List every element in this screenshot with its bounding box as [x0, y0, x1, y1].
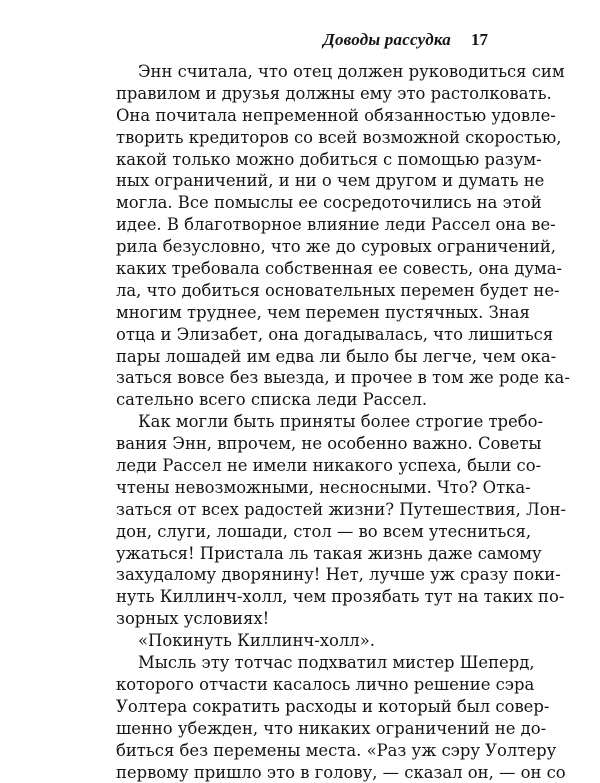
text-line: какой только можно добиться с помощью разум-	[116, 149, 489, 171]
text-line: которого отчасти касалось лично решение сэра	[116, 674, 489, 696]
text-line: сательно всего списка леди Рассел.	[116, 389, 489, 411]
text-line: каких требовала собственная ее совесть, она дума-	[116, 258, 489, 280]
text-line: отца и Элизабет, она догадывалась, что лишиться	[116, 324, 489, 346]
text-line: идее. В благотворное влияние леди Рассел она ве-	[116, 214, 489, 236]
body-text	[116, 61, 489, 783]
text-line: биться без перемены места. «Раз уж сэру Уолтеру	[116, 740, 489, 762]
page-number: 17	[471, 30, 488, 50]
text-line: пары лошадей им едва ли было бы легче, чем ока-	[116, 346, 489, 368]
text-line: нуть Киллинч-холл, чем прозябать тут на таких по-	[116, 586, 489, 608]
text-line: шенно убежден, что никаких ограничений не до-	[116, 718, 489, 740]
text-line: захудалому дворянину! Нет, лучше уж сразу поки-	[116, 564, 489, 586]
text-line: ужаться! Пристала ль такая жизнь даже самому	[116, 543, 489, 565]
running-title: Доводы рассудка	[323, 30, 451, 50]
text-line: зорных условиях!	[116, 608, 489, 630]
text-line: ла, что добиться основательных перемен будет не-	[116, 280, 489, 302]
text-line: правилом и друзья должны ему это растолковать.	[116, 83, 489, 105]
text-line: Уолтера сократить расходы и который был совер-	[116, 696, 489, 718]
text-line: первому пришло это в голову, — сказал он, — он со	[116, 762, 489, 783]
text-line: вания Энн, впрочем, не особенно важно. Советы	[116, 433, 489, 455]
text-line: заться вовсе без выезда, и прочее в том же роде ка-	[116, 367, 489, 389]
text-line: творить кредиторов со всей возможной скоростью,	[116, 127, 489, 149]
text-line: «Покинуть Киллинч-холл».	[116, 630, 489, 652]
text-line: могла. Все помыслы ее сосредоточились на этой	[116, 192, 489, 214]
text-line: дон, слуги, лошади, стол — во всем утесниться,	[116, 521, 489, 543]
text-line: Мысль эту тотчас подхватил мистер Шеперд,	[116, 652, 489, 674]
text-line: леди Рассел не имели никакого успеха, были со-	[116, 455, 489, 477]
text-line: чтены невозможными, несносными. Что? Отка-	[116, 477, 489, 499]
text-line: Как могли быть приняты более строгие требо-	[116, 411, 489, 433]
text-line: заться от всех радостей жизни? Путешествия, Лон-	[116, 499, 489, 521]
running-header	[323, 30, 488, 54]
text-line: Она почитала непременной обязанностью удовле-	[116, 105, 489, 127]
text-line: рила безусловно, что же до суровых ограничений,	[116, 236, 489, 258]
text-line: Энн считала, что отец должен руководиться сим	[116, 61, 489, 83]
text-line: многим труднее, чем перемен пустячных. Зная	[116, 302, 489, 324]
text-line: ных ограничений, и ни о чем другом и думать не	[116, 170, 489, 192]
